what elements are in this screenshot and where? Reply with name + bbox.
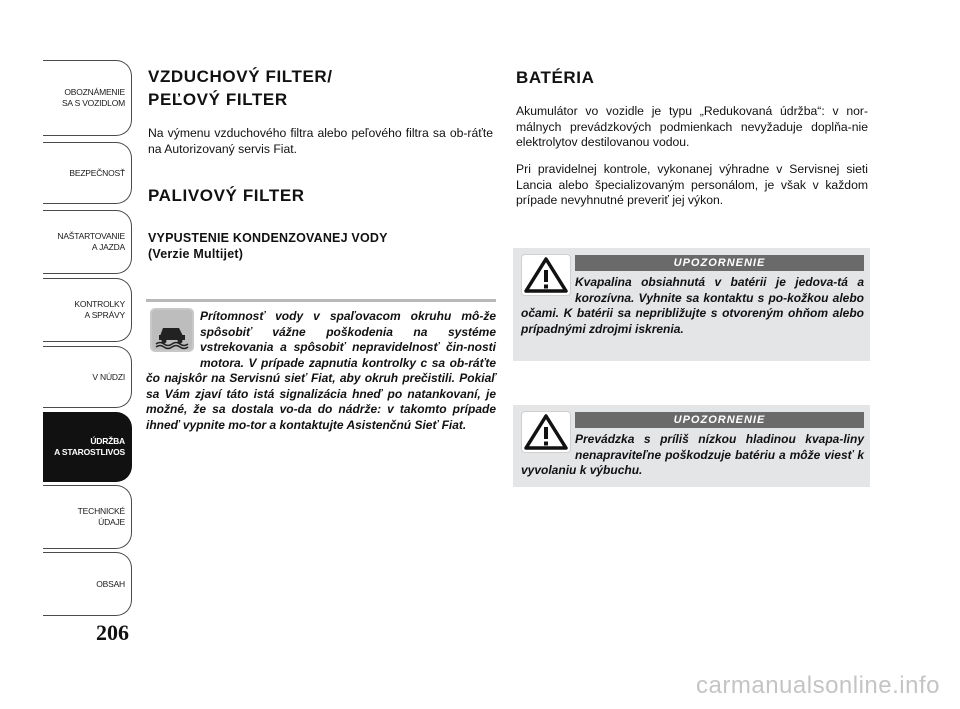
battery-paragraph-2: Pri pravidelnej kontrole, vykonanej výhradne v Servisnej sieti Lancia alebo špecializovaným personálom, je však v každom prípade nevyhnutné preveriť jej výkon. <box>516 162 868 207</box>
note-block <box>146 309 496 459</box>
tab-bezpecnost[interactable]: BEZPEČNOSŤ <box>43 142 132 204</box>
air-filter-title-line2: PEĽOVÝ FILTER <box>148 90 288 109</box>
page-number: 206 <box>96 620 129 645</box>
warning-1-header: UPOZORNENIE <box>575 255 864 271</box>
note-text: Prítomnosť vody v spaľovacom okruhu mô-že spôsobiť vážne poškodenia na systéme vstrekovania a spôsobiť nepravidelnosť čin-nosti motora. V prípade zapnutia kontrolky c sa ob-ráťte čo najskôr na Servisnú sieť Fiat, aby okruh prečistili. Pokiaľ sa Vám zjaví táto istá signalizácia hneď po natankovaní, je možné, že sa dostala vo-da do nádrže: v takomto prípade ihneď vypnite mo-tor a kontaktujte Asistenčnú Sieť Fiat. <box>146 309 496 432</box>
tab-nastartovanie[interactable]: NAŠTARTOVANIE A JAZDA <box>43 210 132 274</box>
air-filter-text: Na výmenu vzduchového filtra alebo peľového filtra sa ob-ráťte na Autorizovaný servis Fiat. <box>148 126 493 156</box>
drain-title-line2: (Verzie Multijet) <box>148 247 244 261</box>
warning-2-text-block <box>521 432 864 479</box>
air-filter-title-line1: VZDUCHOVÝ FILTER/ <box>148 67 333 86</box>
warning-box-1 <box>513 248 870 361</box>
tab-v-nudzi[interactable]: V NÚDZI <box>43 346 132 408</box>
watermark: carmanualsonline.info <box>696 672 940 699</box>
tab-oboznamenie[interactable]: OBOZNÁMENIE SA S VOZIDLOM <box>43 60 132 136</box>
battery-title: BATÉRIA <box>516 68 595 87</box>
warning-2-text: Prevádzka s príliš nízkou hladinou kvapa-liny nenapraviteľne poškodzuje batériu a môže viesť k vyvolaniu k výbuchu. <box>521 432 864 477</box>
tab-kontrolky[interactable]: KONTROLKY A SPRÁVY <box>43 278 132 342</box>
warning-2-header: UPOZORNENIE <box>575 412 864 428</box>
tab-udrzba[interactable]: ÚDRŽBA A STAROSTLIVOS <box>43 412 132 482</box>
tab-obsah[interactable]: OBSAH <box>43 552 132 616</box>
fuel-filter-title: PALIVOVÝ FILTER <box>148 186 305 205</box>
warning-1-text: Kvapalina obsiahnutá v batérii je jedova-tá a korozívna. Vyhnite sa kontaktu s po-kožkou alebo očami. K batérii sa nepribližujte s otvoreným ohňom alebo prípadnými zdrojmi iskrenia. <box>521 275 864 336</box>
note-top-rule <box>146 299 496 302</box>
drain-title-line1: VYPUSTENIE KONDENZOVANEJ VODY <box>148 231 388 245</box>
tab-technicke-udaje[interactable]: TECHNICKÉ ÚDAJE <box>43 485 132 549</box>
warning-box-2 <box>513 405 870 487</box>
battery-paragraph-1: Akumulátor vo vozidle je typu „Redukovaná údržba“: v nor-málnych prevádzkových podmienkach nevyžaduje doplňa-nie elektrolytov destilovanou vodou. <box>516 104 868 149</box>
warning-1-text-block <box>521 275 864 337</box>
